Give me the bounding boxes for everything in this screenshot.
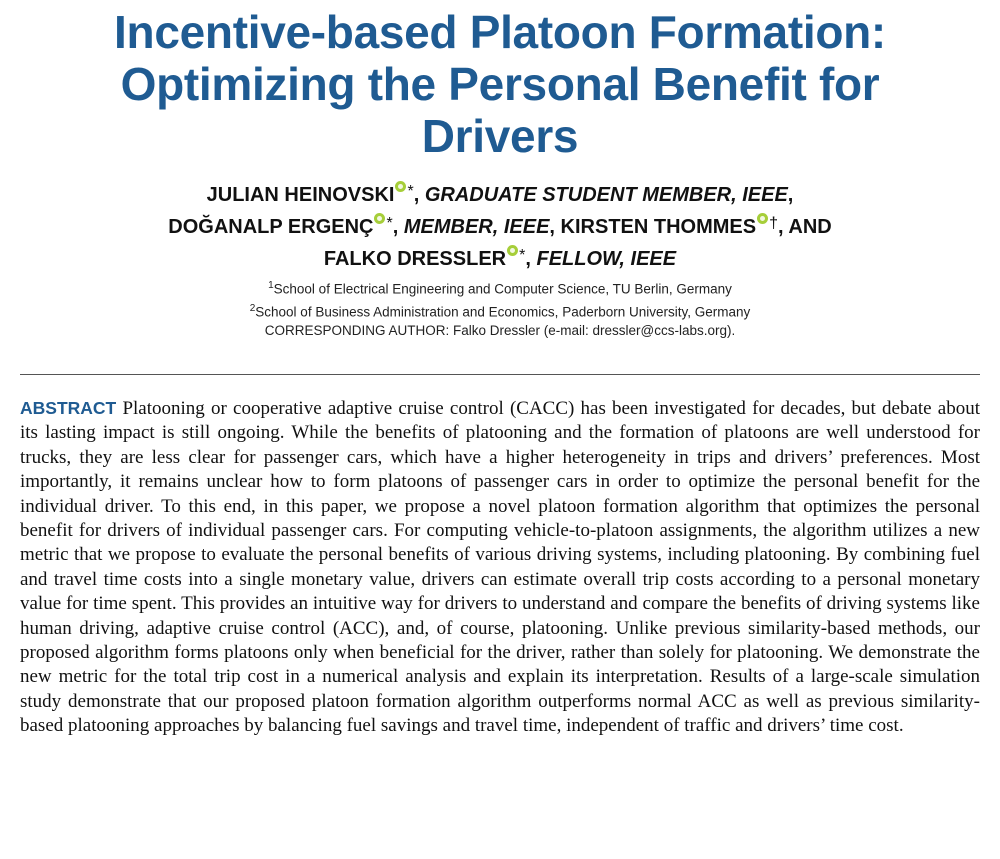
- title-line-1: Incentive-based Platoon Formation:: [114, 6, 886, 58]
- author-line-1: JULIAN HEINOVSKI *, GRADUATE STUDENT MEMBER, IEEE,: [206, 183, 794, 206]
- orcid-icon[interactable]: [395, 181, 406, 192]
- affiliation-number: 1: [268, 280, 274, 291]
- author-list: [20, 180, 980, 276]
- abstract: [20, 396, 980, 739]
- author-role: FELLOW, IEEE: [536, 248, 677, 270]
- affiliation-text: School of Business Administration and Economics, Paderborn University, Germany: [255, 304, 751, 319]
- author-name-heinovski: JULIAN HEINOVSKI: [206, 184, 395, 206]
- affiliation-text: School of Electrical Engineering and Computer Science, TU Berlin, Germany: [273, 281, 732, 297]
- title-line-2: Optimizing the Personal Benefit for: [120, 58, 880, 110]
- affiliation-2: [20, 299, 980, 322]
- author-name-thommes: KIRSTEN THOMMES: [560, 216, 757, 238]
- affiliation-1: [20, 276, 980, 299]
- orcid-icon[interactable]: [757, 213, 768, 224]
- author-conjunction: AND: [788, 216, 832, 238]
- orcid-icon[interactable]: [374, 213, 385, 224]
- author-mark: *: [386, 215, 393, 232]
- orcid-icon[interactable]: [507, 245, 518, 256]
- author-mark: *: [407, 183, 414, 200]
- author-name-ergenc: DOĞANALP ERGENÇ: [168, 216, 374, 238]
- abstract-label: ABSTRACT: [20, 398, 117, 418]
- author-role: MEMBER, IEEE: [403, 216, 550, 238]
- corresponding-author: CORRESPONDING AUTHOR: Falko Dressler (e-mail: dressler@ccs-labs.org).: [264, 323, 736, 338]
- author-mark: †: [769, 215, 779, 232]
- author-line-3: FALKO DRESSLER *, FELLOW, IEEE: [323, 247, 677, 270]
- paper-title: [20, 6, 980, 162]
- author-line-2: DOĞANALP ERGENÇ *, MEMBER, IEEE, KIRSTEN THOMMES †, AND: [168, 215, 832, 238]
- abstract-text: Platooning or cooperative adaptive cruise control (CACC) has been investigated for decades, but debate about its lasting impact is still ongoing. While the benefits of platooning and the formation of platoons are well understood for trucks, they are less clear for passenger cars, which have a higher heterogeneity in trips and drivers’ preferences. Most importantly, it remains unclear how to form platoons of passenger cars in order to optimize the personal benefit for the individual driver. To this end, in this paper, we propose a novel platoon formation algorithm that optimizes the personal benefit for drivers of individual passenger cars. For computing vehicle-to-platoon assignments, the algorithm utilizes a new metric that we propose to evaluate the personal benefits of various driving systems, including platooning. By combining fuel and travel time costs into a single monetary value, drivers can estimate overall trip costs according to a personal monetary value for time spent. This provides an intuitive way for drivers to understand and compare the benefits of driving systems like human driving, adaptive cruise control (ACC), and, of course, platooning. Unlike previous similarity-based methods, our proposed algorithm forms platoons only when beneficial for the driver, rather than solely for platooning. We demonstrate the new metric for the total trip cost in a numerical analysis and explain its interpretation. Results of a large-scale simulation study demonstrate that our proposed platoon formation algorithm outperforms normal ACC as well as previous similarity-based platooning approaches by balancing fuel savings and travel time, independent of traffic and drivers’ time cost.: [20, 398, 980, 737]
- section-divider: [20, 374, 980, 375]
- author-name-dressler: FALKO DRESSLER: [323, 248, 507, 270]
- title-line-3: Drivers: [421, 110, 579, 162]
- affiliation-number: 2: [249, 302, 256, 314]
- author-mark: *: [519, 247, 526, 264]
- affiliations: [20, 276, 980, 321]
- author-role: GRADUATE STUDENT MEMBER, IEEE: [424, 184, 788, 206]
